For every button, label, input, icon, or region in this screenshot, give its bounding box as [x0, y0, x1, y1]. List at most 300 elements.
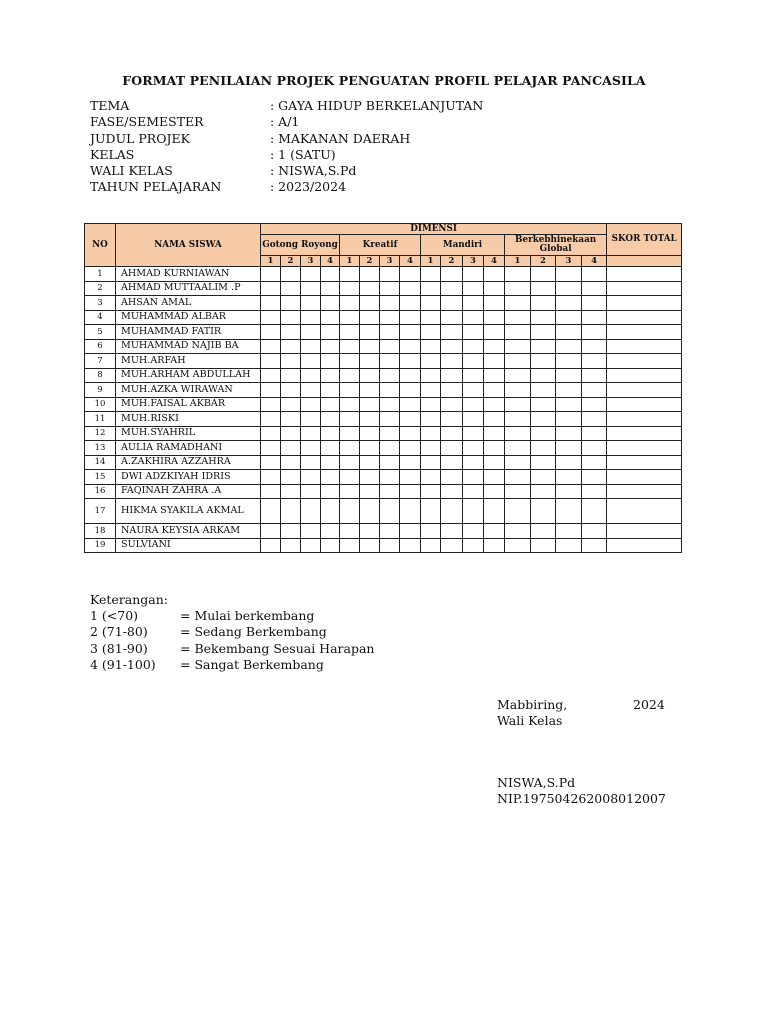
score-cell [261, 339, 281, 354]
score-cell [531, 281, 556, 296]
score-cell [484, 455, 505, 470]
score-cell [582, 441, 607, 456]
score-cell [441, 484, 463, 499]
info-value: : A/1 [270, 114, 300, 130]
student-number: 3 [85, 296, 116, 311]
level-header: 4 [484, 256, 505, 267]
score-cell [321, 281, 340, 296]
score-cell [441, 397, 463, 412]
score-cell [360, 499, 380, 524]
score-cell [281, 484, 301, 499]
total-score-cell [607, 470, 682, 485]
score-cell [261, 470, 281, 485]
score-cell [321, 368, 340, 383]
score-cell [582, 538, 607, 553]
score-cell [380, 441, 400, 456]
score-cell [582, 499, 607, 524]
score-cell [281, 368, 301, 383]
info-label: KELAS [90, 146, 135, 162]
info-value: : GAYA HIDUP BERKELANJUTAN [270, 98, 484, 113]
score-cell [484, 499, 505, 524]
score-cell [463, 455, 484, 470]
info-label: FASE/SEMESTER [90, 114, 204, 130]
score-cell [421, 524, 441, 539]
score-cell [340, 426, 360, 441]
score-cell [582, 397, 607, 412]
score-cell [531, 296, 556, 311]
score-cell [421, 281, 441, 296]
student-name: MUHAMMAD FATIR [116, 325, 261, 340]
score-cell [301, 524, 321, 539]
score-cell [463, 296, 484, 311]
score-cell [261, 354, 281, 369]
score-cell [556, 524, 582, 539]
score-cell [301, 426, 321, 441]
score-cell [556, 296, 582, 311]
assessment-table [84, 223, 682, 553]
level-header: 1 [505, 256, 531, 267]
score-cell [321, 441, 340, 456]
score-cell [321, 383, 340, 398]
score-cell [441, 470, 463, 485]
score-cell [281, 524, 301, 539]
table-row [85, 524, 682, 539]
score-cell [281, 383, 301, 398]
level-header: 2 [281, 256, 301, 267]
score-cell [360, 538, 380, 553]
score-cell [321, 538, 340, 553]
student-number: 1 [85, 267, 116, 282]
total-score-cell [607, 455, 682, 470]
score-cell [505, 383, 531, 398]
total-score-cell [607, 339, 682, 354]
score-cell [531, 455, 556, 470]
student-name: MUHAMMAD ALBAR [116, 310, 261, 325]
info-row-tema [90, 98, 483, 114]
score-cell [556, 455, 582, 470]
score-cell [556, 441, 582, 456]
student-number: 13 [85, 441, 116, 456]
info-row-fase [90, 114, 483, 130]
score-cell [261, 325, 281, 340]
student-name: SULVIANI [116, 538, 261, 553]
score-cell [463, 354, 484, 369]
score-cell [484, 296, 505, 311]
score-cell [400, 339, 421, 354]
score-cell [441, 281, 463, 296]
header-dimension-mandiri: Mandiri [421, 235, 505, 256]
score-cell [380, 412, 400, 427]
score-cell [463, 412, 484, 427]
document-title: FORMAT PENILAIAN PROJEK PENGUATAN PROFIL PELAJAR PANCASILA [122, 73, 646, 88]
score-cell [505, 484, 531, 499]
score-cell [556, 310, 582, 325]
score-cell [360, 426, 380, 441]
score-cell [321, 412, 340, 427]
score-cell [340, 325, 360, 340]
score-cell [505, 325, 531, 340]
score-cell [380, 499, 400, 524]
score-cell [340, 397, 360, 412]
score-cell [301, 484, 321, 499]
student-name: DWI ADZKIYAH IDRIS [116, 470, 261, 485]
score-cell [441, 325, 463, 340]
legend-value: = Bekembang Sesuai Harapan [180, 640, 375, 656]
score-cell [301, 383, 321, 398]
score-cell [400, 441, 421, 456]
student-number: 11 [85, 412, 116, 427]
student-name: MUHAMMAD NAJIB BA [116, 339, 261, 354]
score-cell [421, 484, 441, 499]
score-cell [484, 267, 505, 282]
score-cell [421, 397, 441, 412]
level-header: 4 [582, 256, 607, 267]
score-cell [400, 455, 421, 470]
student-number: 12 [85, 426, 116, 441]
score-cell [340, 470, 360, 485]
score-cell [556, 368, 582, 383]
student-name: NAURA KEYSIA ARKAM [116, 524, 261, 539]
level-header: 1 [261, 256, 281, 267]
student-number: 9 [85, 383, 116, 398]
score-cell [301, 325, 321, 340]
total-score-cell [607, 354, 682, 369]
total-score-cell [607, 426, 682, 441]
score-cell [400, 538, 421, 553]
score-cell [484, 470, 505, 485]
score-cell [321, 267, 340, 282]
signature-name: NISWA,S.Pd [497, 774, 576, 790]
score-cell [582, 296, 607, 311]
score-cell [261, 397, 281, 412]
score-cell [441, 368, 463, 383]
score-cell [556, 426, 582, 441]
info-value: : 2023/2024 [270, 179, 347, 195]
score-cell [505, 455, 531, 470]
score-cell [301, 354, 321, 369]
score-cell [463, 499, 484, 524]
score-cell [281, 281, 301, 296]
score-cell [261, 310, 281, 325]
legend-value: = Sedang Berkembang [180, 624, 327, 640]
score-cell [531, 339, 556, 354]
student-number: 16 [85, 484, 116, 499]
score-cell [360, 455, 380, 470]
total-score-cell [607, 412, 682, 427]
signature-nip: NIP.197504262008012007 [497, 790, 666, 806]
total-score-cell [607, 397, 682, 412]
legend-value: = Sangat Berkembang [180, 656, 324, 672]
score-cell [463, 426, 484, 441]
student-name: MUH.AZKA WIRAWAN [116, 383, 261, 398]
score-cell [340, 499, 360, 524]
signature-place: Mabbiring, [497, 697, 568, 712]
score-cell [261, 441, 281, 456]
student-number: 4 [85, 310, 116, 325]
score-cell [421, 538, 441, 553]
info-row-kelas [90, 147, 483, 163]
table-row [85, 325, 682, 340]
total-score-cell [607, 524, 682, 539]
legend-key: 1 (<70) [90, 608, 139, 624]
score-cell [380, 354, 400, 369]
score-cell [441, 455, 463, 470]
score-cell [582, 325, 607, 340]
score-cell [505, 538, 531, 553]
score-cell [463, 524, 484, 539]
score-cell [463, 368, 484, 383]
student-name: MUH.RISKI [116, 412, 261, 427]
score-cell [360, 368, 380, 383]
score-cell [321, 524, 340, 539]
score-cell [582, 354, 607, 369]
score-cell [556, 354, 582, 369]
score-cell [421, 470, 441, 485]
score-cell [505, 296, 531, 311]
table-row [85, 426, 682, 441]
level-header: 3 [556, 256, 582, 267]
score-cell [484, 538, 505, 553]
level-header: 1 [340, 256, 360, 267]
score-cell [531, 538, 556, 553]
score-cell [281, 470, 301, 485]
score-cell [340, 354, 360, 369]
score-cell [463, 397, 484, 412]
score-cell [360, 354, 380, 369]
score-cell [321, 325, 340, 340]
score-cell [340, 383, 360, 398]
score-header-blank [607, 256, 682, 267]
score-cell [281, 296, 301, 311]
score-cell [380, 538, 400, 553]
score-cell [340, 310, 360, 325]
project-info [90, 98, 483, 196]
score-cell [360, 267, 380, 282]
header-score: SKOR TOTAL [607, 224, 682, 256]
score-cell [360, 484, 380, 499]
score-cell [380, 426, 400, 441]
score-cell [505, 397, 531, 412]
score-cell [484, 383, 505, 398]
score-cell [556, 538, 582, 553]
level-header: 4 [400, 256, 421, 267]
header-no: NO [85, 224, 116, 267]
score-cell [531, 368, 556, 383]
score-cell [301, 339, 321, 354]
legend-item [90, 641, 374, 657]
total-score-cell [607, 325, 682, 340]
score-cell [556, 383, 582, 398]
score-cell [400, 426, 421, 441]
score-cell [301, 499, 321, 524]
score-cell [400, 368, 421, 383]
score-cell [463, 339, 484, 354]
score-cell [321, 354, 340, 369]
info-value: : MAKANAN DAERAH [270, 130, 411, 146]
legend-key: 2 (71-80) [90, 624, 148, 640]
score-cell [261, 538, 281, 553]
score-cell [531, 325, 556, 340]
score-cell [321, 339, 340, 354]
score-cell [301, 412, 321, 427]
score-cell [441, 339, 463, 354]
score-cell [582, 484, 607, 499]
score-cell [380, 524, 400, 539]
score-cell [505, 267, 531, 282]
score-cell [421, 267, 441, 282]
score-cell [582, 426, 607, 441]
student-name: A.ZAKHIRA AZZAHRA [116, 455, 261, 470]
score-cell [463, 441, 484, 456]
score-cell [380, 296, 400, 311]
score-cell [441, 383, 463, 398]
score-cell [484, 339, 505, 354]
score-cell [531, 524, 556, 539]
score-cell [400, 354, 421, 369]
score-cell [531, 354, 556, 369]
score-cell [321, 484, 340, 499]
score-cell [441, 296, 463, 311]
score-cell [360, 470, 380, 485]
table-row [85, 339, 682, 354]
student-number: 10 [85, 397, 116, 412]
score-cell [505, 281, 531, 296]
score-cell [582, 383, 607, 398]
score-cell [261, 426, 281, 441]
info-row-wali [90, 163, 483, 179]
score-cell [340, 368, 360, 383]
score-cell [421, 354, 441, 369]
signature-role: Wali Kelas [497, 713, 563, 729]
score-cell [463, 281, 484, 296]
level-header: 2 [531, 256, 556, 267]
info-row-tahun [90, 179, 483, 195]
score-cell [582, 412, 607, 427]
student-number: 6 [85, 339, 116, 354]
score-cell [360, 383, 380, 398]
score-cell [484, 412, 505, 427]
score-cell [380, 310, 400, 325]
level-header: 3 [380, 256, 400, 267]
student-number: 17 [85, 499, 116, 524]
score-cell [400, 524, 421, 539]
score-cell [380, 368, 400, 383]
score-cell [360, 441, 380, 456]
level-header: 1 [421, 256, 441, 267]
score-cell [261, 383, 281, 398]
score-cell [556, 339, 582, 354]
score-cell [463, 325, 484, 340]
signature-block [497, 697, 666, 807]
student-name: MUH.FAISAL AKBAR [116, 397, 261, 412]
score-cell [380, 455, 400, 470]
score-cell [281, 538, 301, 553]
legend-item [90, 608, 374, 624]
student-number: 5 [85, 325, 116, 340]
score-cell [321, 470, 340, 485]
score-cell [261, 368, 281, 383]
score-cell [261, 499, 281, 524]
score-cell [484, 281, 505, 296]
score-cell [380, 397, 400, 412]
score-cell [556, 267, 582, 282]
total-score-cell [607, 441, 682, 456]
student-rows [85, 267, 682, 553]
student-number: 19 [85, 538, 116, 553]
header-dimension-gotong-royong: Gotong Royong [261, 235, 340, 256]
level-header: 2 [360, 256, 380, 267]
score-cell [400, 267, 421, 282]
score-cell [484, 524, 505, 539]
score-cell [321, 455, 340, 470]
info-label: TEMA [90, 98, 130, 113]
score-cell [441, 267, 463, 282]
student-number: 18 [85, 524, 116, 539]
score-cell [340, 296, 360, 311]
score-cell [360, 524, 380, 539]
score-cell [582, 339, 607, 354]
score-cell [556, 397, 582, 412]
score-cell [582, 267, 607, 282]
level-header: 3 [301, 256, 321, 267]
score-cell [321, 397, 340, 412]
score-cell [400, 281, 421, 296]
table-row [85, 538, 682, 553]
score-cell [400, 484, 421, 499]
score-cell [531, 426, 556, 441]
score-cell [531, 441, 556, 456]
signature-place-line [497, 697, 666, 713]
score-cell [340, 441, 360, 456]
score-cell [261, 412, 281, 427]
student-name: AHSAN AMAL [116, 296, 261, 311]
student-name: MUH.SYAHRIL [116, 426, 261, 441]
signature-year: 2024 [633, 697, 665, 712]
score-cell [505, 426, 531, 441]
score-cell [321, 499, 340, 524]
score-cell [582, 368, 607, 383]
score-cell [421, 325, 441, 340]
score-cell [484, 310, 505, 325]
score-cell [484, 426, 505, 441]
score-cell [340, 524, 360, 539]
score-cell [281, 267, 301, 282]
total-score-cell [607, 484, 682, 499]
legend-heading: Keterangan: [90, 592, 169, 607]
score-cell [340, 412, 360, 427]
score-cell [505, 441, 531, 456]
score-cell [556, 470, 582, 485]
score-cell [261, 484, 281, 499]
score-cell [261, 296, 281, 311]
total-score-cell [607, 296, 682, 311]
score-cell [463, 470, 484, 485]
student-name: FAQINAH ZAHRA .A [116, 484, 261, 499]
score-cell [340, 281, 360, 296]
level-header: 3 [463, 256, 484, 267]
score-cell [441, 310, 463, 325]
score-cell [281, 325, 301, 340]
score-cell [531, 470, 556, 485]
score-cell [505, 412, 531, 427]
table-row [85, 281, 682, 296]
score-cell [301, 441, 321, 456]
score-cell [463, 538, 484, 553]
score-cell [400, 310, 421, 325]
score-cell [531, 499, 556, 524]
info-value: : 1 (SATU) [270, 146, 336, 162]
score-cell [531, 484, 556, 499]
